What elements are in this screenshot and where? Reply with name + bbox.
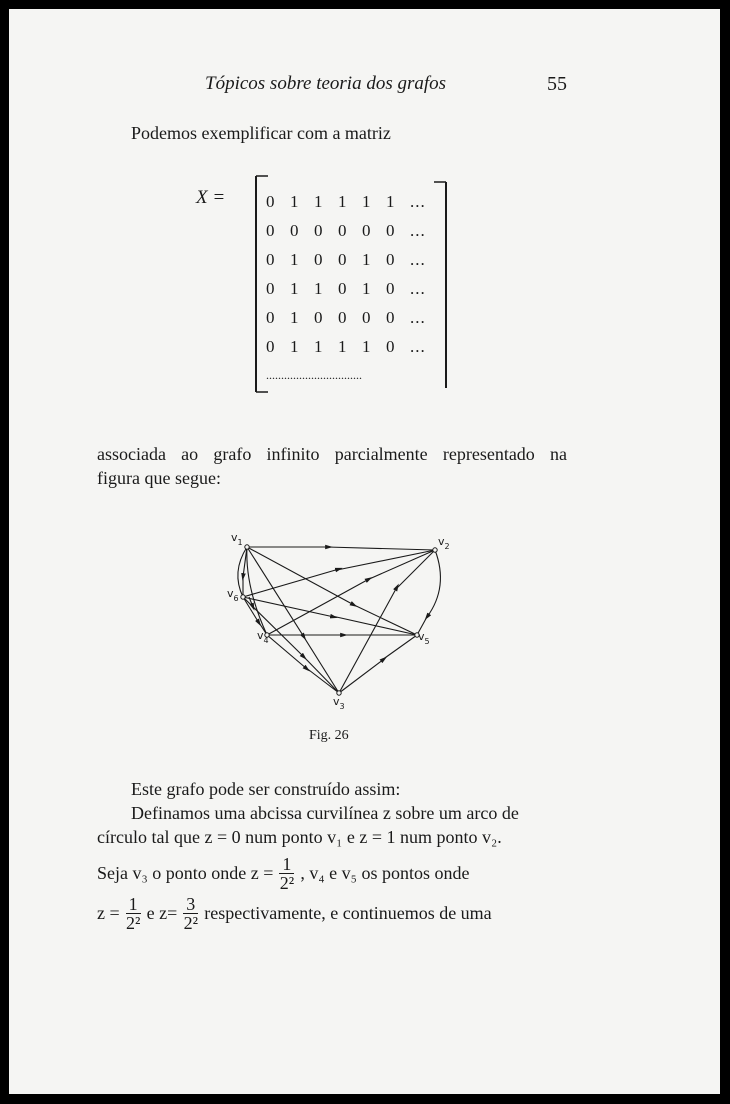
edge-v1-v3 [247, 547, 304, 637]
edge-v6-v5 [243, 597, 334, 617]
edge-v6-v2 [243, 569, 339, 597]
label-v5: $v_5$ [418, 630, 430, 646]
edge-v1-v2-tail [327, 547, 435, 550]
label-v2: $v_2$ [438, 535, 450, 551]
matrix-ellipsis: ... [410, 250, 426, 269]
matrix-cell: 0 [386, 337, 395, 356]
matrix-cell: 1 [362, 192, 371, 211]
label-v1: $v_1$ [231, 531, 243, 547]
matrix-cell: 1 [338, 337, 347, 356]
matrix-cell: 0 [386, 221, 395, 240]
matrix-cell: 0 [386, 250, 395, 269]
running-header: Tópicos sobre teoria dos grafos [205, 73, 447, 94]
edge-v3-v2 [339, 587, 397, 693]
matrix-cell: 0 [266, 221, 275, 240]
matrix-cell: 0 [314, 250, 323, 269]
matrix-cell: 0 [266, 279, 275, 298]
edge-v3-v5 [339, 659, 384, 693]
matrix-ellipsis: ... [410, 279, 426, 298]
matrix-ellipsis: ... [410, 308, 426, 327]
matrix-cell: 0 [266, 337, 275, 356]
matrix-label: X = [196, 187, 226, 208]
matrix-cell: 1 [290, 250, 299, 269]
matrix-cell: 0 [338, 250, 347, 269]
matrix-cell: 0 [386, 279, 395, 298]
matrix-cell: 0 [386, 308, 395, 327]
matrix-ellipsis: ... [410, 337, 426, 356]
figure-caption: Fig. 26 [309, 728, 349, 743]
matrix-cell: 0 [338, 308, 347, 327]
matrix-cell: 1 [386, 192, 395, 211]
matrix-cell: 0 [314, 308, 323, 327]
label-v3: $v_3$ [333, 695, 345, 711]
edge-v2-v5 [427, 550, 440, 617]
matrix-row [266, 250, 426, 276]
matrix-continuation-row: ................................ [266, 368, 362, 382]
matrix-cell: 1 [362, 337, 371, 356]
fraction-3-over-2sq: $\frac{3}{\text{2²}}$ [183, 894, 198, 933]
association-line-1: associada ao grafo infinito parcialmente representado na [97, 444, 567, 464]
matrix-ellipsis: ... [410, 221, 426, 240]
body-line-1: Este grafo pode ser construído assim: [131, 779, 401, 799]
node-v6 [241, 595, 245, 599]
matrix-cell: 0 [338, 221, 347, 240]
graph-figure [209, 527, 469, 717]
matrix-cell: 0 [290, 221, 299, 240]
matrix-cell: 0 [362, 308, 371, 327]
page-number: 55 [547, 73, 567, 95]
edge-v6-v3 [243, 597, 304, 657]
matrix-row [266, 308, 426, 334]
matrix-cell: 0 [266, 308, 275, 327]
matrix-cell: 1 [290, 279, 299, 298]
body-line-3: círculo tal que z = 0 num ponto v₁ e z = 1 num ponto v₂. [97, 827, 502, 847]
matrix-X [254, 174, 448, 394]
node-v2 [433, 548, 437, 552]
body-line-5: z = $\frac{1}{\text{2²}}$ e z= $\frac{3}{\text{2²}}$ respectivamente, e continuemos de uma [97, 894, 492, 933]
matrix-cell: 1 [362, 250, 371, 269]
matrix-cell: 1 [362, 279, 371, 298]
association-paragraph [97, 442, 567, 490]
graph-diagram [209, 527, 469, 717]
node-v1 [245, 545, 249, 549]
book-page [9, 9, 720, 1094]
matrix-cell: 0 [362, 221, 371, 240]
label-v4: $v_4$ [257, 629, 269, 645]
association-line-2: figura que segue: [97, 468, 221, 488]
fraction-1-over-2sq: $\frac{1}{\text{2²}}$ [279, 854, 295, 893]
matrix-row [266, 337, 426, 363]
matrix-cell: 0 [266, 250, 275, 269]
matrix-cell: 1 [290, 337, 299, 356]
body-line-2: Definamos uma abcissa curvilínea z sobre um arco de [131, 803, 519, 823]
edge-v4-v2 [267, 579, 369, 635]
body-line-4: Seja v₃ o ponto onde z = $\frac{1}{\text{2²}}$ , v₄ e v₅ os pontos onde [97, 854, 470, 893]
matrix-ellipsis: ... [410, 192, 426, 211]
matrix-cell: 1 [338, 192, 347, 211]
matrix-cell: 1 [314, 337, 323, 356]
label-v6: $v_6$ [227, 587, 239, 603]
matrix-row [266, 279, 426, 305]
matrix-cell: 1 [314, 279, 323, 298]
matrix-cell: 0 [314, 221, 323, 240]
matrix-row [266, 192, 426, 218]
matrix-cell: 0 [338, 279, 347, 298]
fraction-1-over-2sq-b: $\frac{1}{\text{2²}}$ [125, 894, 141, 933]
matrix-cell: 1 [314, 192, 323, 211]
matrix-row [266, 221, 426, 247]
intro-sentence: Podemos exemplificar com a matriz [131, 123, 391, 143]
matrix-cell: 0 [266, 192, 275, 211]
matrix-cell: 1 [290, 192, 299, 211]
matrix-cell: 1 [290, 308, 299, 327]
